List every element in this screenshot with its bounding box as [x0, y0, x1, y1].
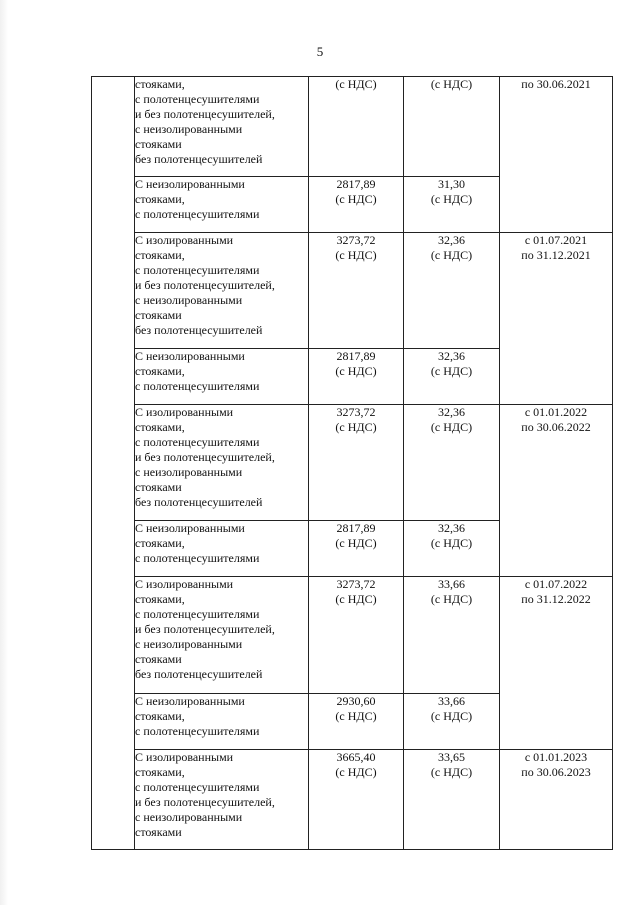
- row-description: С неизолированными стояками, с полотенцесушителями: [135, 521, 309, 577]
- row-description: С изолированными стояками, с полотенцесушителями и без полотенцесушителей, с неизолированными стояками без полотенцесушителей: [135, 233, 309, 349]
- row-price: 3665,40 (с НДС): [309, 750, 404, 850]
- row-tariff: 31,30 (с НДС): [404, 177, 500, 233]
- row-description: С неизолированными стояками, с полотенцесушителями: [135, 177, 309, 233]
- row-description: С неизолированными стояками, с полотенцесушителями: [135, 694, 309, 750]
- blank-left-column: [92, 77, 135, 850]
- row-description: С изолированными стояками, с полотенцесушителями и без полотенцесушителей, с неизолированными стояками без полотенцесушителей: [135, 577, 309, 694]
- row-tariff: 32,36 (с НДС): [404, 521, 500, 577]
- page-number: 5: [316, 44, 324, 59]
- row-tariff: 33,66 (с НДС): [404, 577, 500, 694]
- row-tariff: 32,36 (с НДС): [404, 349, 500, 405]
- row-tariff: 33,65 (с НДС): [404, 750, 500, 850]
- row-tariff: 32,36 (с НДС): [404, 233, 500, 349]
- row-description: стояками, с полотенцесушителями и без полотенцесушителей, с неизолированными стояками без полотенцесушителей: [135, 77, 309, 177]
- row-tariff: 32,36 (с НДС): [404, 405, 500, 521]
- row-price: 3273,72 (с НДС): [309, 405, 404, 521]
- row-tariff: 33,66 (с НДС): [404, 694, 500, 750]
- row-description: С неизолированными стояками, с полотенцесушителями: [135, 349, 309, 405]
- table-row: [92, 233, 613, 349]
- row-price: (с НДС): [309, 77, 404, 177]
- period-cell: с 01.07.2021 по 31.12.2021: [500, 233, 613, 405]
- period-cell: с 01.01.2022 по 30.06.2022: [500, 405, 613, 577]
- table-row: [92, 77, 613, 177]
- row-price: 2817,89 (с НДС): [309, 349, 404, 405]
- row-price: 2817,89 (с НДС): [309, 521, 404, 577]
- row-price: 2930,60 (с НДС): [309, 694, 404, 750]
- row-price: 2817,89 (с НДС): [309, 177, 404, 233]
- period-cell: с 01.01.2023 по 30.06.2023: [500, 750, 613, 850]
- table-row: [92, 577, 613, 694]
- row-tariff: (с НДС): [404, 77, 500, 177]
- table-row: [92, 750, 613, 850]
- scan-edge-shadow: [0, 0, 8, 905]
- row-price: 3273,72 (с НДС): [309, 577, 404, 694]
- table-row: [92, 405, 613, 521]
- row-description: С изолированными стояками, с полотенцесушителями и без полотенцесушителей, с неизолированными стояками: [135, 750, 309, 850]
- row-price: 3273,72 (с НДС): [309, 233, 404, 349]
- tariff-table: [91, 76, 613, 850]
- period-cell: с 01.07.2022 по 31.12.2022: [500, 577, 613, 750]
- row-description: С изолированными стояками, с полотенцесушителями и без полотенцесушителей, с неизолированными стояками без полотенцесушителей: [135, 405, 309, 521]
- period-cell: по 30.06.2021: [500, 77, 613, 233]
